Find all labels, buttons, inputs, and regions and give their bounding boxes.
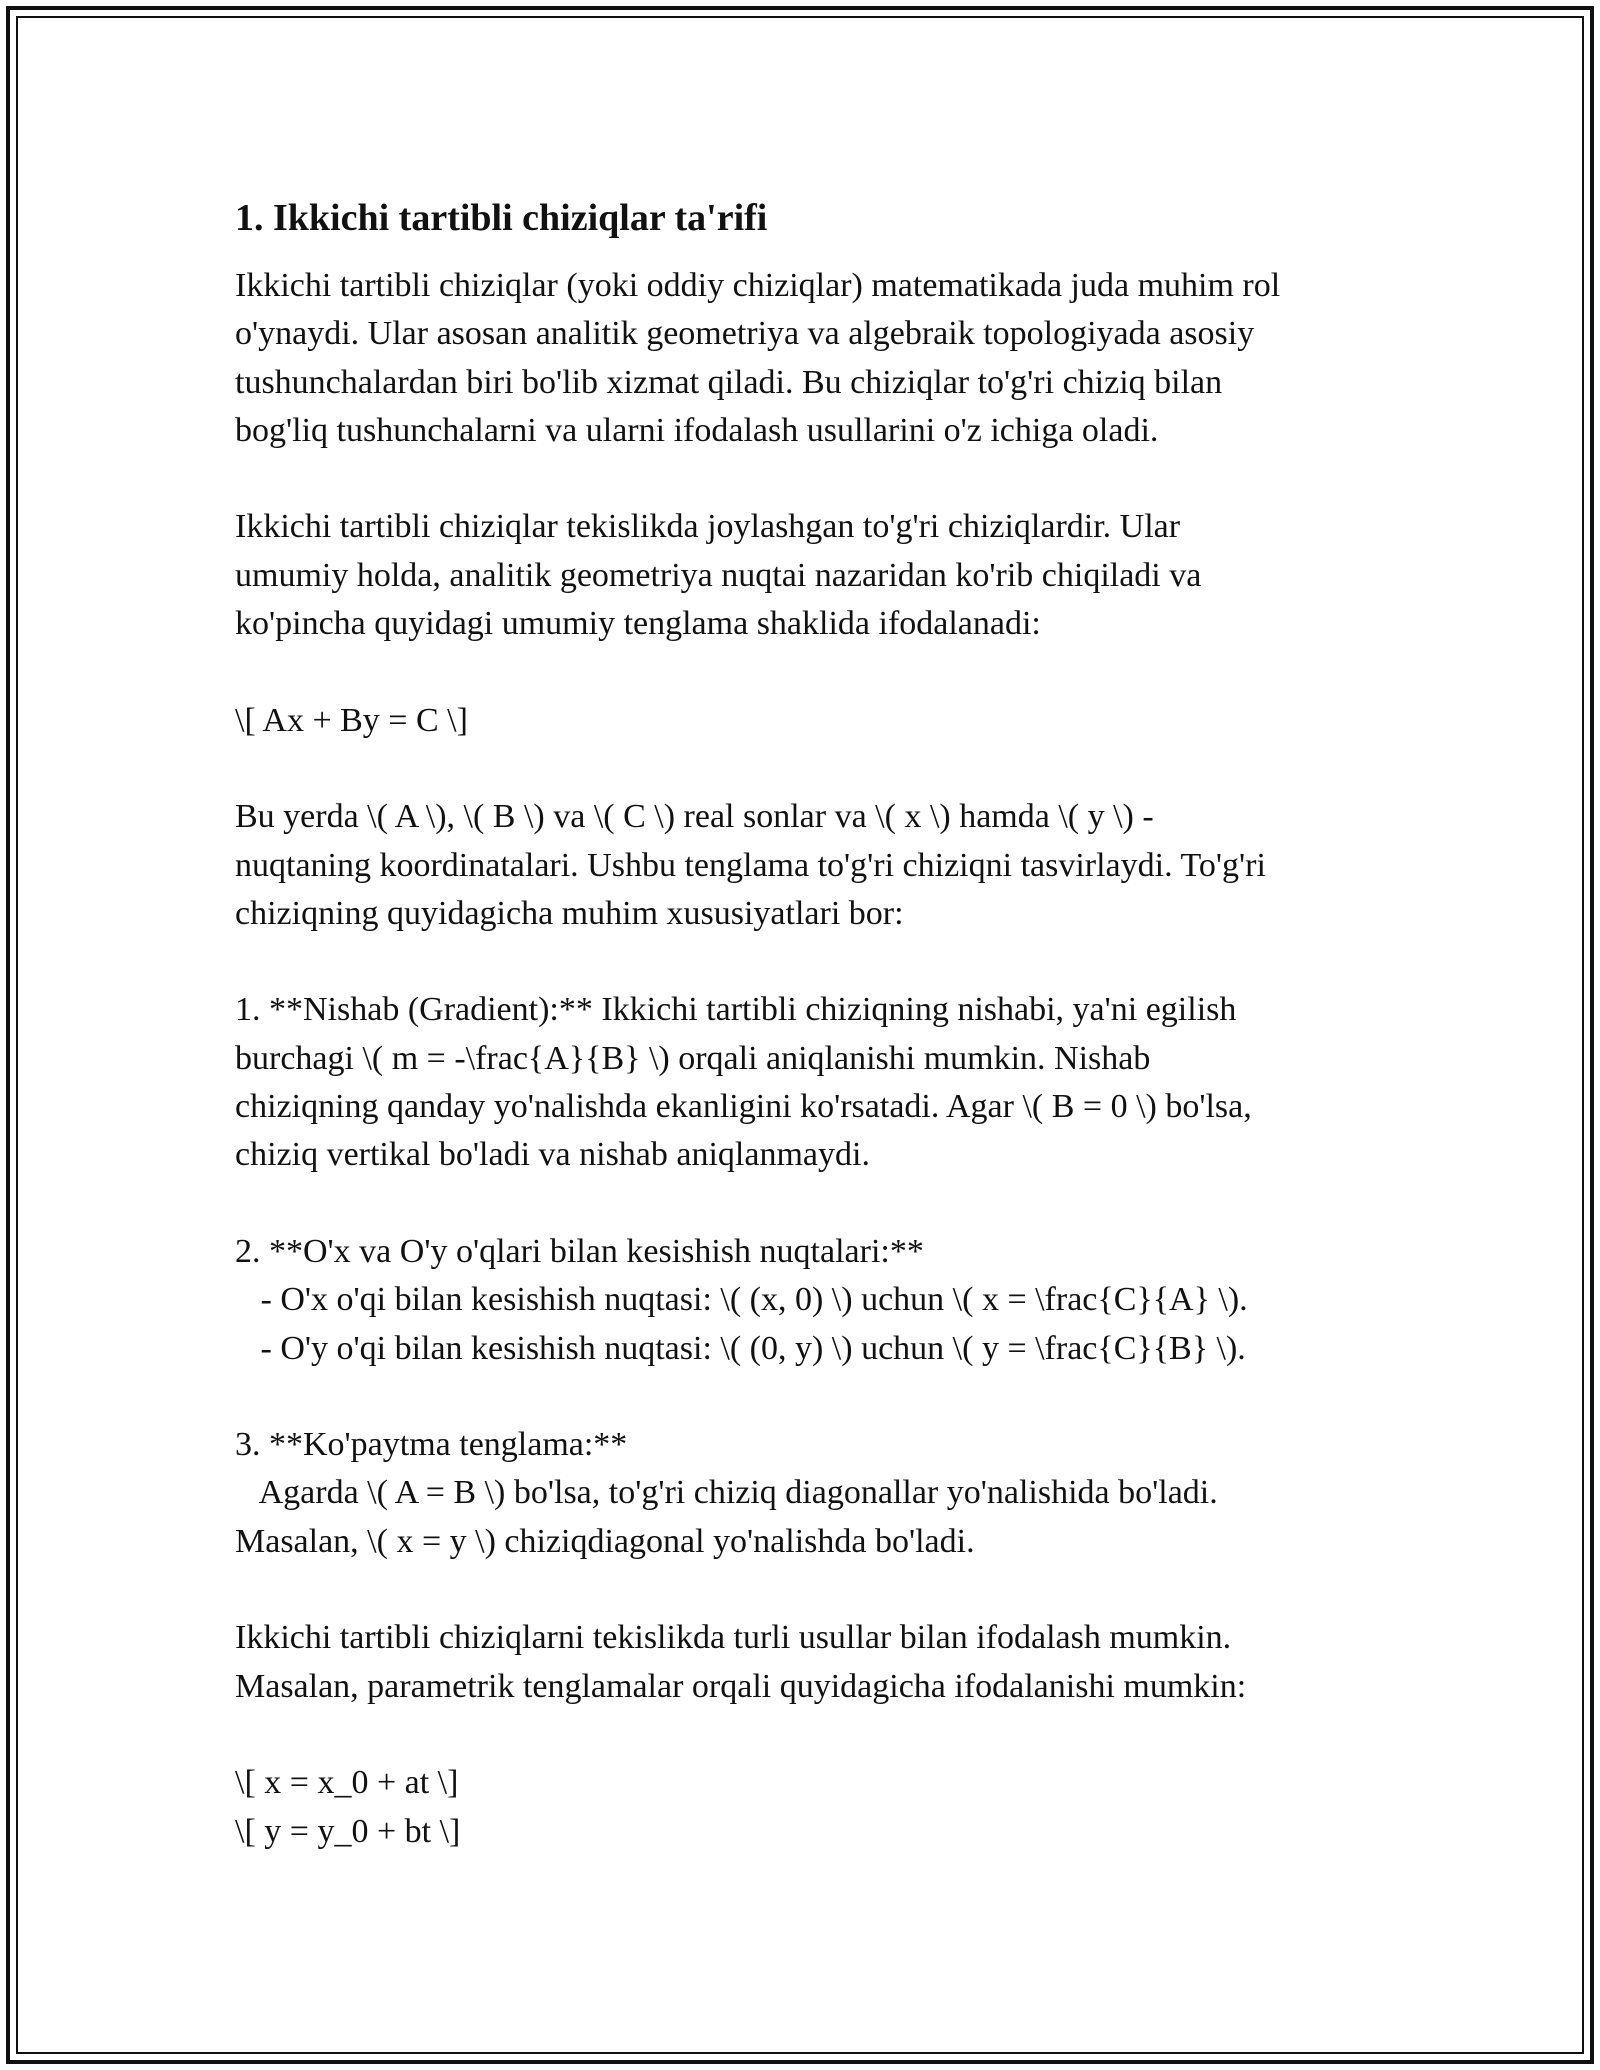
text-line: Masalan, \( x = y \) chiziqdiagonal yo'nalishda bo'ladi.	[235, 1522, 975, 1560]
blank-line	[235, 648, 1365, 696]
text-line: Ikkichi tartibli chiziqlar (yoki oddiy chiziqlar) matematikada juda muhim rol	[235, 267, 1281, 304]
blank-line	[235, 1373, 1365, 1421]
text-line: chiziq vertikal bo'ladi va nishab aniqlanmaydi.	[235, 1136, 870, 1174]
text-line: chiziqning qanday yo'nalishda ekanligini ko'rsatadi. Agar \( B = 0 \) bo'lsa,	[235, 1088, 1252, 1126]
text-line: 1. **Nishab (Gradient):** Ikkichi tartibli chiziqning nishabi, ya'ni egilish	[235, 991, 1237, 1029]
blank-line	[235, 455, 1365, 503]
text-line: - O'y o'qi bilan kesishish nuqtasi: \( (0, y) \) uchun \( y = \frac{C}{B} \).	[235, 1329, 1246, 1367]
text-line: o'ynaydi. Ular asosan analitik geometriya va algebraik topologiyada asosiy	[235, 315, 1255, 353]
text-line: tushunchalardan biri bo'lib xizmat qiladi. Bu chiziqlar to'g'ri chiziq bilan	[235, 363, 1223, 401]
blank-line	[235, 745, 1365, 793]
blank-line	[235, 938, 1365, 986]
text-line: umumiy holda, analitik geometriya nuqtai nazaridan ko'rib chiqiladi va	[235, 556, 1202, 594]
blank-line	[235, 1566, 1365, 1614]
text-line: 2. **O'x va O'y o'qlari bilan kesishish nuqtalari:**	[235, 1232, 924, 1270]
text-line: \[ x = x_0 + at \]	[235, 1764, 459, 1802]
text-line: burchagi \( m = -\frac{A}{B} \) orqali aniqlanishi mumkin. Nishab	[235, 1039, 1151, 1077]
blank-line	[235, 1180, 1365, 1228]
text-line: 3. **Ko'paytma tenglama:**	[235, 1426, 628, 1464]
text-line: Agarda \( A = B \) bo'lsa, to'g'ri chiziq diagonallar yo'nalishida bo'ladi.	[235, 1474, 1218, 1512]
text-line: - O'x o'qi bilan kesishish nuqtasi: \( (x, 0) \) uchun \( x = \frac{C}{A} \).	[235, 1281, 1248, 1319]
text-line: Ikkichi tartibli chiziqlar tekislikda joylashgan to'g'ri chiziqlardir. Ular	[235, 508, 1181, 546]
document-body	[235, 190, 1365, 1856]
text-line: nuqtaning koordinatalari. Ushbu tenglama to'g'ri chiziqni tasvirlaydi. To'g'ri	[235, 846, 1266, 884]
text-line: ko'pincha quyidagi umumiy tenglama shaklida ifodalanadi:	[235, 605, 1041, 643]
blank-line	[235, 1711, 1365, 1759]
section-heading: 1. Ikkichi tartibli chiziqlar ta'rifi	[235, 197, 768, 239]
text-line: Masalan, parametrik tenglamalar orqali quyidagicha ifodalanishi mumkin:	[235, 1667, 1247, 1705]
text-line: \[ Ax + By = C \]	[235, 701, 468, 739]
text-line: \[ y = y_0 + bt \]	[235, 1812, 461, 1850]
text-lines	[235, 262, 1365, 1856]
text-line: chiziqning quyidagicha muhim xususiyatlari bor:	[235, 894, 904, 932]
text-line: Bu yerda \( A \), \( B \) va \( C \) real sonlar va \( x \) hamda \( y \) -	[235, 798, 1154, 836]
text-line: bog'liq tushunchalarni va ularni ifodalash usullarini o'z ichiga oladi.	[235, 411, 1159, 449]
text-line: Ikkichi tartibli chiziqlarni tekislikda turli usullar bilan ifodalash mumkin.	[235, 1619, 1232, 1657]
